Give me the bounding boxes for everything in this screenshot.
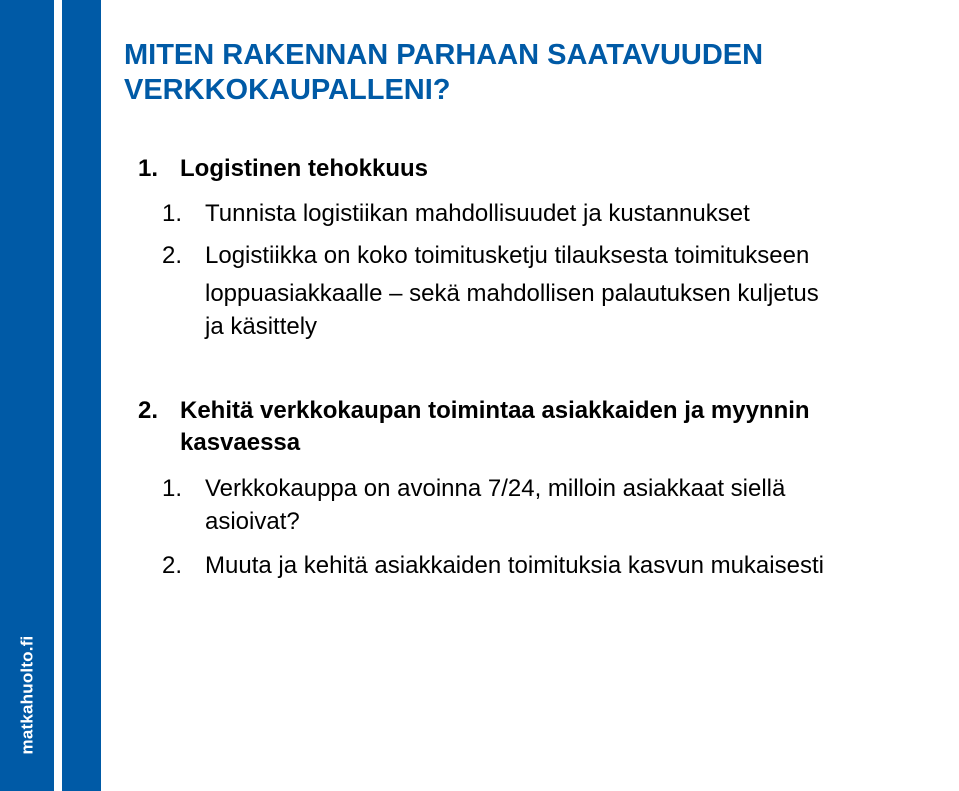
section-2-number: 2. xyxy=(138,397,159,424)
section-2-item-1-text-line-2: asioivat? xyxy=(205,508,300,535)
section-1-item-2-text-line-2: loppuasiakkaalle – sekä mahdollisen palautuksen kuljetus xyxy=(205,280,819,307)
section-1-item-2-number: 2. xyxy=(162,242,183,269)
section-2-item-2 xyxy=(162,551,824,581)
section-2-heading xyxy=(138,396,810,426)
slide-title-line-2: VERKKOKAUPALLENI? xyxy=(124,74,451,106)
section-1-number: 1. xyxy=(138,155,159,182)
slide-title-line-1: MITEN RAKENNAN PARHAAN SAATAVUUDEN xyxy=(124,39,764,71)
section-2-item-2-number: 2. xyxy=(162,552,183,579)
section-2-item-2-text: Muuta ja kehitä asiakkaiden toimituksia kasvun mukaisesti xyxy=(205,552,824,579)
section-1-item-2-text-line-1: Logistiikka on koko toimitusketju tilauksesta toimitukseen xyxy=(205,242,810,269)
matkahuolto-logo: matkahuolto.fi xyxy=(17,635,37,755)
section-2-item-1 xyxy=(162,474,785,504)
section-1-heading xyxy=(138,154,428,184)
section-1-item-1-number: 1. xyxy=(162,200,183,227)
section-1-item-2-text-line-3: ja käsittely xyxy=(205,313,318,340)
brand-sidebar xyxy=(0,0,101,791)
section-1-item-2 xyxy=(162,241,809,271)
section-1-heading-text: Logistinen tehokkuus xyxy=(180,155,429,182)
brand-stripe-narrow xyxy=(62,0,101,791)
section-1-item-1 xyxy=(162,199,750,229)
section-2-heading-line-1: Kehitä verkkokaupan toimintaa asiakkaiden ja myynnin xyxy=(180,397,810,424)
slide-title xyxy=(124,38,944,108)
section-2-item-1-number: 1. xyxy=(162,475,183,502)
section-2-heading-line-2: kasvaessa xyxy=(180,429,301,456)
section-1-item-1-text: Tunnista logistiikan mahdollisuudet ja kustannukset xyxy=(205,200,750,227)
section-2-item-1-text-line-1: Verkkokauppa on avoinna 7/24, milloin asiakkaat siellä xyxy=(205,475,786,502)
